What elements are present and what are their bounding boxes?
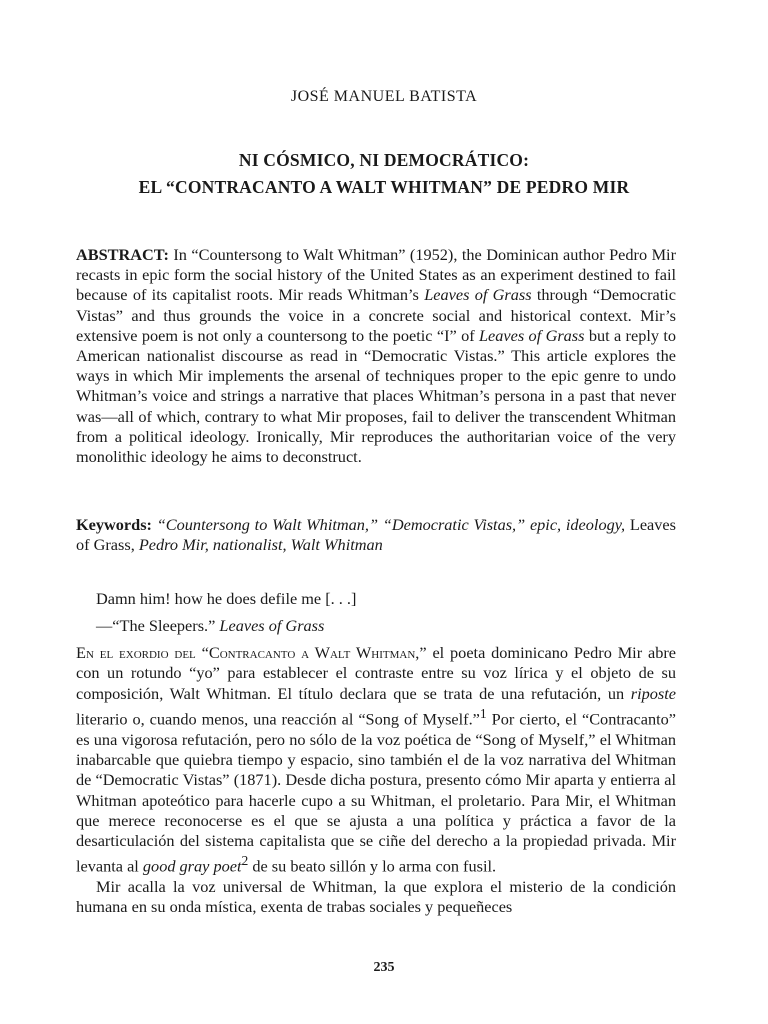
footnote-ref-2[interactable]: 2 [241,853,249,869]
body-p1-text-c: Por cierto, el “Contracanto” es una vigorosa refutación, pero no sólo de la voz poética de “Song of Myself,” el Whitman inabarcable que quiebra tiempo y espacio, sino también el de la voz narrativa del Whitman de “Democratic Vistas” (1871). Desde dicha postura, presento cómo Mir aparta y entierra al Whitman apoteótico para hacerle cupo a su Whitman, el proletario. Para Mir, el Whitman que merece reconocerse es el que se ajusta a una política y práctica a favor de la desarticulación del sistema capitalista que se ciñe del derecho a la propiedad privada. Mir levanta al [76,709,676,876]
keywords-italic-1: “Countersong to Walt Whitman,” “Democratic Vistas,” epic, ideology, [151,515,630,534]
epigraph-quote: Damn him! how he does defile me [. . .] [96,589,357,608]
body-p1-text-a: el poeta dominicano Pedro Mir abre con un rotundo “yo” para establecer el contraste entre su voz lírica y el objeto de su composición, Walt Whitman. El título declara que se trata de una refutación, un [76,643,676,703]
abstract-text-2: through “Democratic Vistas” and thus grounds the voice in a concrete social and historical context. Mir’s extensive poem is not only a countersong to the poetic “I” of [76,285,677,345]
title-line-1: NI CÓSMICO, NI DEMOCRÁTICO: [238,150,530,170]
keywords-italic-2: Pedro Mir, nationalist, Walt Whitman [138,535,383,555]
footnote-ref-1[interactable]: 1 [479,705,487,721]
keywords-roman: Leaves of Grass, [76,515,676,555]
abstract-italic-2: Leaves of Grass [479,325,585,345]
epigraph-source [96,616,324,636]
page-number: 235 [373,960,395,975]
body-p1-italic: riposte [630,683,676,703]
keywords-label: Keywords: [76,515,152,534]
epigraph-source-prefix: —“The Sleepers.” [96,616,220,635]
running-header-author: JOSÉ MANUEL BATISTA [290,88,478,105]
body-p1-text-d: de su beato sillón y lo arma con fusil. [248,856,497,876]
abstract-text-3: but a reply to American nationalist discourse as read in “Democratic Vistas.” This article explores the ways in which Mir implements the arsenal of techniques proper to the epic genre to undo Whitman’s voice and strings a narrative that places Whitman’s persona in a past that never was—all of which, contrary to what Mir proposes, fail to deliver the transcendent Whitman from a political ideology. Ironically, Mir reproduces the authoritarian voice of the very monolithic ideology he aims to deconstruct. [76,325,677,467]
body-text [76,643,676,918]
abstract-paragraph [76,245,676,467]
abstract-italic-1: Leaves of Grass [424,285,532,305]
body-p1-text-b: literario o, cuando menos, una reacción al “Song of Myself.” [76,709,480,729]
body-p1-italic-2: good gray poet [142,856,242,876]
keywords-paragraph [76,515,676,555]
article-title [0,147,768,201]
title-line-2: EL “CONTRACANTO A WALT WHITMAN” DE PEDRO MIR [138,177,630,197]
body-paragraph-1 [76,643,676,877]
epigraph-source-title: Leaves of Grass [219,616,325,635]
body-opening-smallcaps: En el exordio del “Contracanto a Walt Whitman,” [76,643,427,662]
abstract-label: ABSTRACT: [76,245,169,264]
body-paragraph-2: Mir acalla la voz universal de Whitman, la que explora el misterio de la condición humana en su onda mística, exenta de trabas sociales y pequeñeces [76,877,676,917]
abstract-text-1: In “Countersong to Walt Whitman” (1952), the Dominican author Pedro Mir recasts in epic form the social history of the United States as an experiment destined to fail because of its capitalist roots. Mir reads Whitman’s [76,245,676,305]
